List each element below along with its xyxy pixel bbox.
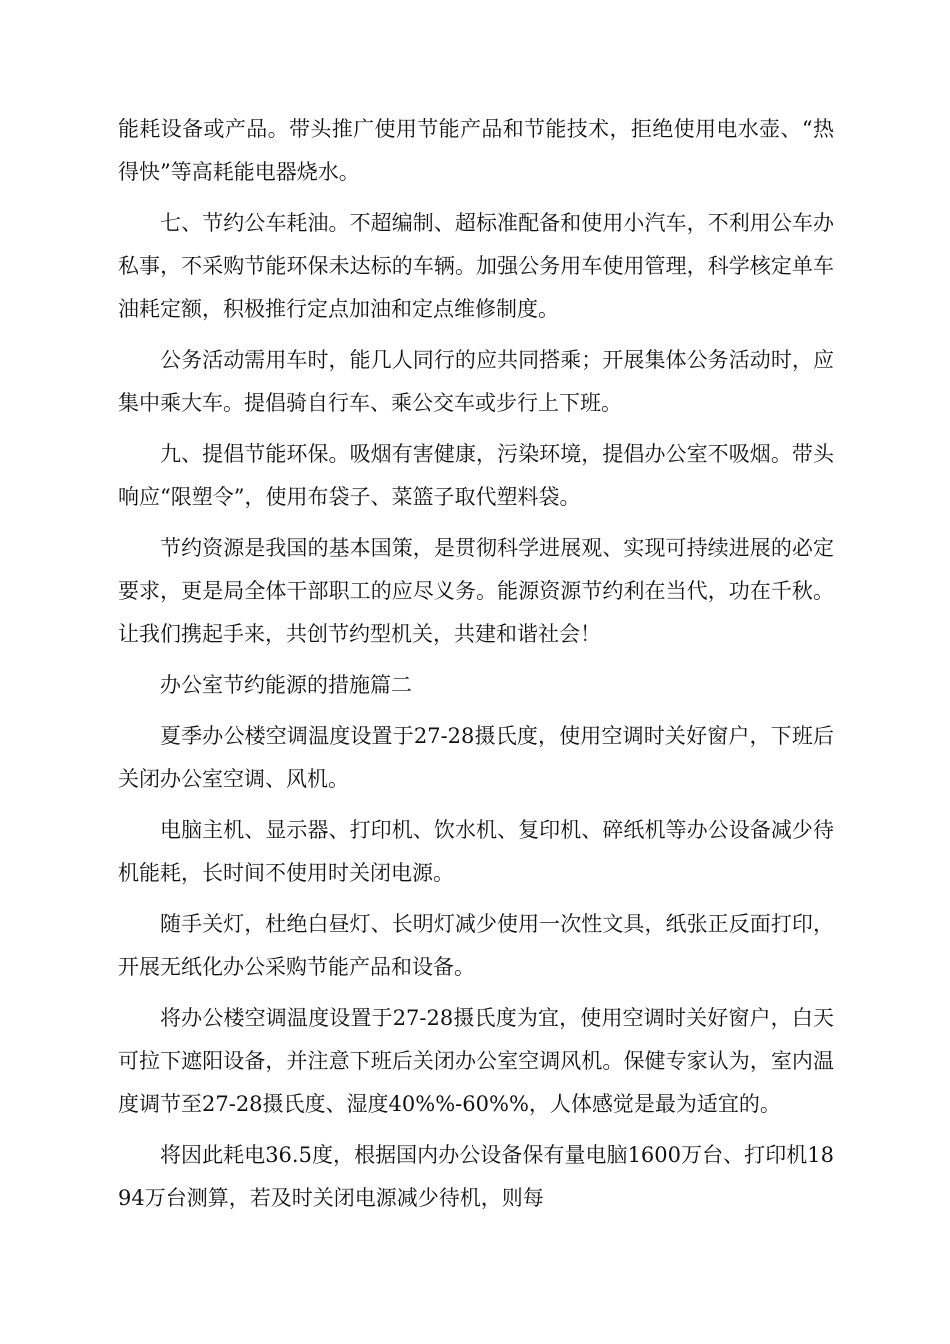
paragraph-power-estimate: 将因此耗电36.5度，根据国内办公设备保有量电脑1600万台、打印机1894万台测算，若及时关闭电源减少待机，则每 — [118, 1143, 834, 1210]
paragraph-carpool: 公务活动需用车时，能几人同行的应共同搭乘；开展集体公务活动时，应集中乘大车。提倡骑自行车、乘公交车或步行上下班。 — [118, 348, 834, 415]
paragraph-lights-paper: 随手关灯，杜绝白昼灯、长明灯减少使用一次性文具，纸张正反面打印，开展无纸化办公采购节能产品和设备。 — [118, 912, 834, 979]
paragraph-summer-ac: 夏季办公楼空调温度设置于27-28摄氏度，使用空调时关好窗户，下班后关闭办公室空调、风机。 — [118, 724, 834, 791]
paragraph-item-nine: 九、提倡节能环保。吸烟有害健康，污染环境，提倡办公室不吸烟。带头响应“限塑令”，使用布袋子、菜篮子取代塑料袋。 — [118, 442, 834, 509]
paragraph-continuation: 能耗设备或产品。带头推广使用节能产品和节能技术，拒绝使用电水壶、“热得快”等高耗能电器烧水。 — [118, 117, 834, 184]
paragraph-item-seven: 七、节约公车耗油。不超编制、超标准配备和使用小汽车，不利用公车办私事，不采购节能环保未达标的车辆。加强公务用车使用管理，科学核定单车油耗定额，积极推行定点加油和定点维修制度。 — [118, 211, 834, 321]
paragraph-office-equipment: 电脑主机、显示器、打印机、饮水机、复印机、碎纸机等办公设备减少待机能耗，长时间不使用时关闭电源。 — [118, 818, 834, 885]
paragraph-temperature-humidity: 将办公楼空调温度设置于27-28摄氏度为宜，使用空调时关好窗户，白天可拉下遮阳设备，并注意下班后关闭办公室空调风机。保健专家认为，室内温度调节至27-28摄氏度、湿度40%%-60%%，人体感觉是最为适宜的。 — [118, 1006, 834, 1116]
paragraph-conclusion: 节约资源是我国的基本国策，是贯彻科学进展观、实现可持续进展的必定要求，更是局全体干部职工的应尽义务。能源资源节约利在当代，功在千秋。让我们携起手来，共创节约型机关，共建和谐社会！ — [118, 536, 834, 646]
document-body — [118, 108, 834, 1228]
section-heading: 办公室节约能源的措施篇二 — [160, 673, 412, 697]
